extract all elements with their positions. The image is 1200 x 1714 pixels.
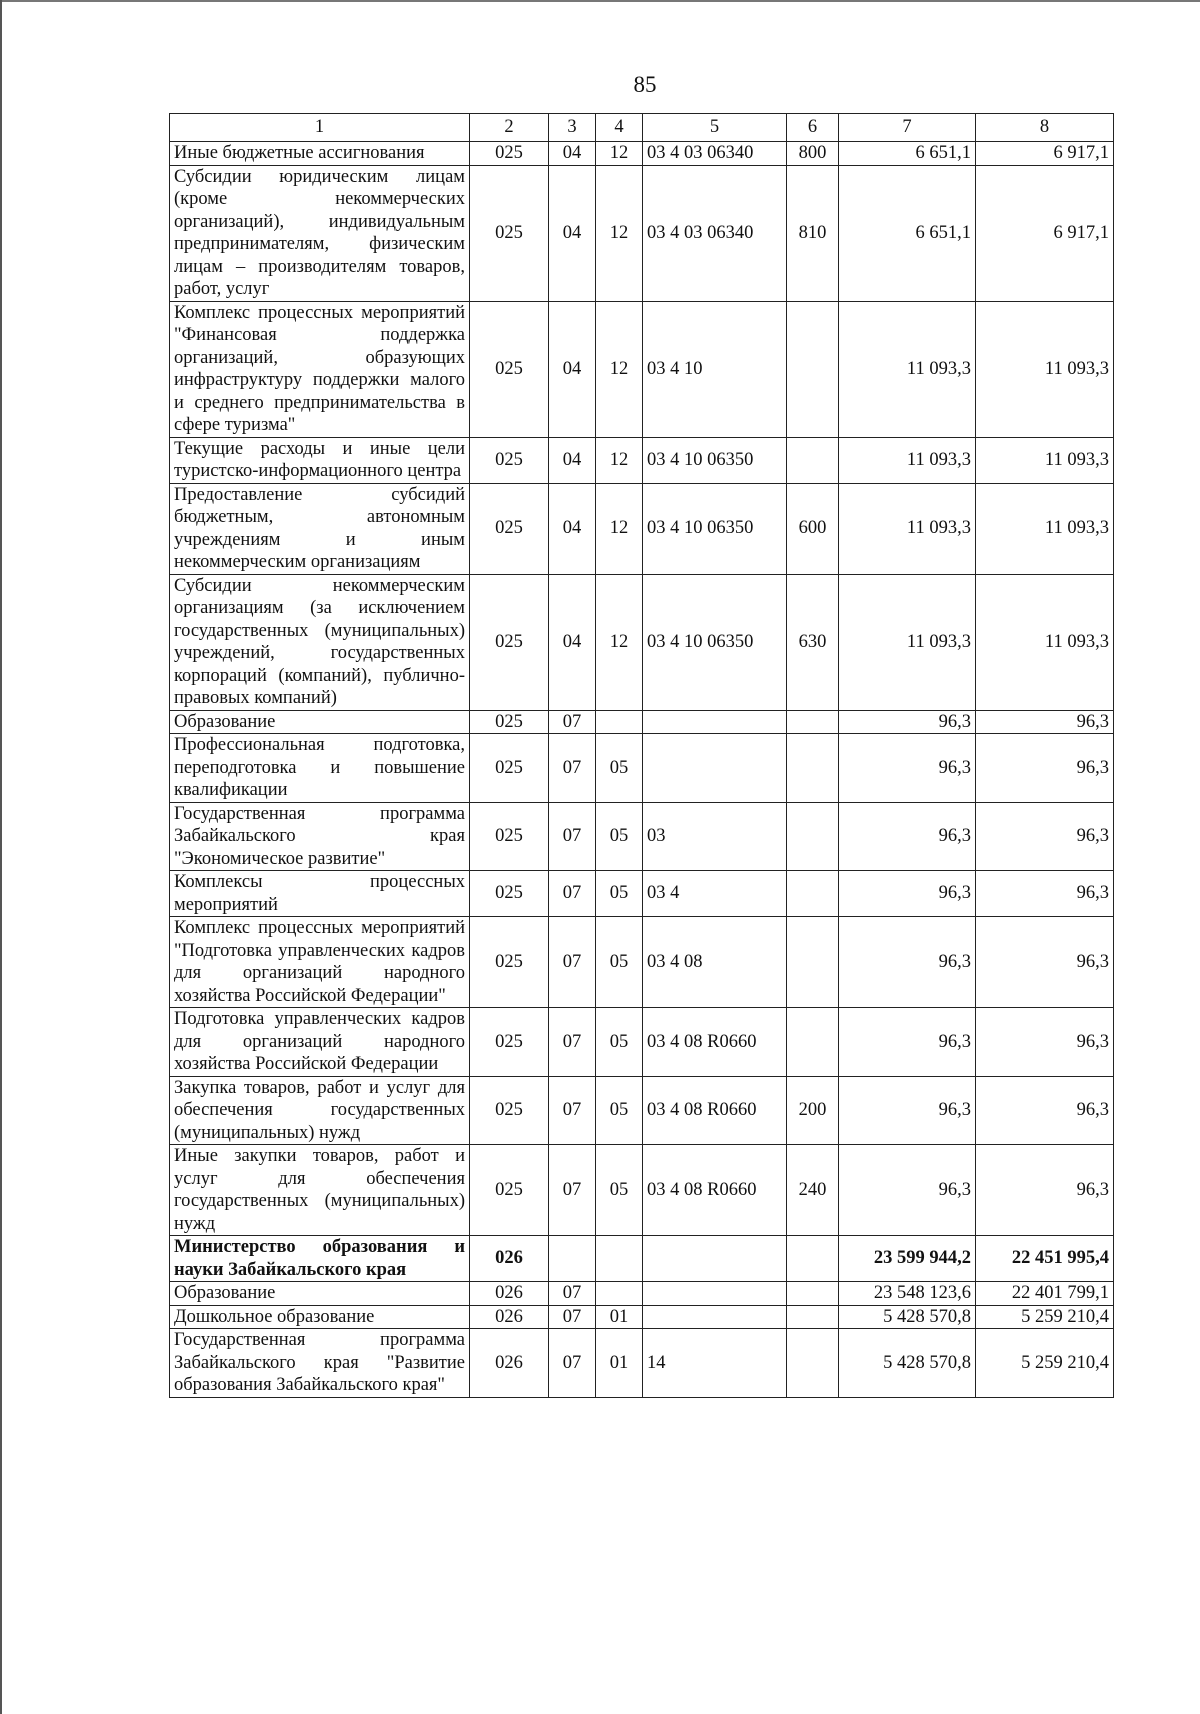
- section-code-cell: 07: [549, 710, 596, 734]
- row-name-cell: Министерство образования и науки Забайкальского края: [170, 1236, 470, 1282]
- amount-year2-cell: 11 093,3: [976, 574, 1114, 710]
- target-article-cell: 03 4 10: [643, 301, 787, 437]
- row-name-cell: Комплексы процессных мероприятий: [170, 871, 470, 917]
- amount-year2-cell: 11 093,3: [976, 437, 1114, 483]
- target-article-cell: [643, 1236, 787, 1282]
- table-row: [170, 1145, 1114, 1236]
- page-number: 85: [633, 72, 657, 97]
- admin-code-cell: 025: [470, 301, 549, 437]
- table-row: [170, 802, 1114, 871]
- amount-year2-cell: 22 451 995,4: [976, 1236, 1114, 1282]
- table-row: [170, 142, 1114, 166]
- target-article-cell: 03: [643, 802, 787, 871]
- admin-code-cell: 026: [470, 1282, 549, 1306]
- header-cell: 1: [170, 114, 470, 142]
- admin-code-cell: 025: [470, 802, 549, 871]
- header-cell: 3: [549, 114, 596, 142]
- amount-year1-cell: 96,3: [839, 710, 976, 734]
- table-row: [170, 917, 1114, 1008]
- section-code-cell: 04: [549, 301, 596, 437]
- subsection-code-cell: 12: [596, 142, 643, 166]
- target-article-cell: 03 4 10 06350: [643, 574, 787, 710]
- amount-year2-cell: 96,3: [976, 710, 1114, 734]
- section-code-cell: 07: [549, 1008, 596, 1077]
- section-code-cell: 07: [549, 1076, 596, 1145]
- admin-code-cell: 025: [470, 917, 549, 1008]
- expense-type-cell: [787, 734, 839, 803]
- amount-year1-cell: 11 093,3: [839, 301, 976, 437]
- admin-code-cell: 025: [470, 871, 549, 917]
- amount-year2-cell: 96,3: [976, 734, 1114, 803]
- section-code-cell: 07: [549, 802, 596, 871]
- row-name-cell: Субсидии юридическим лицам (кроме некоммерческих организаций), индивидуальным предпринимателям, физическим лицам – производителям товаров, работ, услуг: [170, 165, 470, 301]
- header-row: [170, 114, 1114, 142]
- amount-year1-cell: 11 093,3: [839, 574, 976, 710]
- amount-year2-cell: 22 401 799,1: [976, 1282, 1114, 1306]
- subsection-code-cell: 05: [596, 917, 643, 1008]
- row-name-cell: Иные закупки товаров, работ и услуг для обеспечения государственных (муниципальных) нужд: [170, 1145, 470, 1236]
- subsection-code-cell: 05: [596, 734, 643, 803]
- header-cell: 6: [787, 114, 839, 142]
- subsection-code-cell: 12: [596, 483, 643, 574]
- table-row: [170, 301, 1114, 437]
- row-name-cell: Профессиональная подготовка, переподготовка и повышение квалификации: [170, 734, 470, 803]
- target-article-cell: [643, 1305, 787, 1329]
- target-article-cell: 14: [643, 1329, 787, 1398]
- table-row: [170, 734, 1114, 803]
- amount-year2-cell: 5 259 210,4: [976, 1329, 1114, 1398]
- expense-type-cell: 200: [787, 1076, 839, 1145]
- table-row: [170, 1236, 1114, 1282]
- row-name-cell: Закупка товаров, работ и услуг для обеспечения государственных (муниципальных) нужд: [170, 1076, 470, 1145]
- section-code-cell: 04: [549, 574, 596, 710]
- row-name-cell: Комплекс процессных мероприятий "Финансовая поддержка организаций, образующих инфраструктуру поддержки малого и среднего предпринимательства в сфере туризма": [170, 301, 470, 437]
- subsection-code-cell: 05: [596, 871, 643, 917]
- amount-year1-cell: 11 093,3: [839, 483, 976, 574]
- target-article-cell: [643, 710, 787, 734]
- table-row: [170, 1008, 1114, 1077]
- scan-left-edge: [0, 0, 2, 1714]
- admin-code-cell: 025: [470, 1008, 549, 1077]
- section-code-cell: 07: [549, 1145, 596, 1236]
- target-article-cell: [643, 1282, 787, 1306]
- target-article-cell: 03 4 08 R0660: [643, 1008, 787, 1077]
- amount-year1-cell: 96,3: [839, 871, 976, 917]
- table-row: [170, 483, 1114, 574]
- admin-code-cell: 026: [470, 1305, 549, 1329]
- table-row: [170, 1329, 1114, 1398]
- subsection-code-cell: 12: [596, 301, 643, 437]
- header-cell: 2: [470, 114, 549, 142]
- expense-type-cell: [787, 301, 839, 437]
- section-code-cell: 04: [549, 165, 596, 301]
- amount-year2-cell: 96,3: [976, 871, 1114, 917]
- subsection-code-cell: 05: [596, 1145, 643, 1236]
- table-row: [170, 1076, 1114, 1145]
- target-article-cell: 03 4 08 R0660: [643, 1145, 787, 1236]
- header-cell: 8: [976, 114, 1114, 142]
- subsection-code-cell: 12: [596, 165, 643, 301]
- budget-table: [169, 113, 1114, 1398]
- section-code-cell: 04: [549, 483, 596, 574]
- expense-type-cell: 600: [787, 483, 839, 574]
- subsection-code-cell: [596, 710, 643, 734]
- expense-type-cell: 240: [787, 1145, 839, 1236]
- admin-code-cell: 026: [470, 1236, 549, 1282]
- amount-year1-cell: 6 651,1: [839, 165, 976, 301]
- amount-year1-cell: 96,3: [839, 802, 976, 871]
- target-article-cell: 03 4 08: [643, 917, 787, 1008]
- table-row: [170, 574, 1114, 710]
- admin-code-cell: 025: [470, 437, 549, 483]
- table-row: [170, 165, 1114, 301]
- admin-code-cell: 025: [470, 165, 549, 301]
- section-code-cell: 07: [549, 917, 596, 1008]
- section-code-cell: 07: [549, 1305, 596, 1329]
- amount-year1-cell: 96,3: [839, 917, 976, 1008]
- target-article-cell: 03 4: [643, 871, 787, 917]
- target-article-cell: 03 4 08 R0660: [643, 1076, 787, 1145]
- target-article-cell: 03 4 10 06350: [643, 437, 787, 483]
- expense-type-cell: 800: [787, 142, 839, 166]
- expense-type-cell: [787, 1305, 839, 1329]
- row-name-cell: Иные бюджетные ассигнования: [170, 142, 470, 166]
- header-cell: 7: [839, 114, 976, 142]
- amount-year2-cell: 96,3: [976, 917, 1114, 1008]
- expense-type-cell: [787, 917, 839, 1008]
- row-name-cell: Государственная программа Забайкальского края "Экономическое развитие": [170, 802, 470, 871]
- amount-year1-cell: 96,3: [839, 1076, 976, 1145]
- row-name-cell: Комплекс процессных мероприятий "Подготовка управленческих кадров для организаций народного хозяйства Российской Федерации": [170, 917, 470, 1008]
- amount-year2-cell: 6 917,1: [976, 165, 1114, 301]
- expense-type-cell: [787, 1236, 839, 1282]
- amount-year2-cell: 96,3: [976, 1008, 1114, 1077]
- amount-year2-cell: 11 093,3: [976, 301, 1114, 437]
- expense-type-cell: [787, 871, 839, 917]
- row-name-cell: Предоставление субсидий бюджетным, автономным учреждениям и иным некоммерческим организациям: [170, 483, 470, 574]
- expense-type-cell: [787, 1008, 839, 1077]
- amount-year1-cell: 96,3: [839, 1008, 976, 1077]
- subsection-code-cell: 12: [596, 574, 643, 710]
- table-row: [170, 871, 1114, 917]
- expense-type-cell: [787, 437, 839, 483]
- amount-year1-cell: 6 651,1: [839, 142, 976, 166]
- row-name-cell: Образование: [170, 1282, 470, 1306]
- header-cell: 4: [596, 114, 643, 142]
- table-row: [170, 1282, 1114, 1306]
- amount-year1-cell: 96,3: [839, 1145, 976, 1236]
- section-code-cell: 07: [549, 1282, 596, 1306]
- section-code-cell: 07: [549, 734, 596, 803]
- subsection-code-cell: 05: [596, 1076, 643, 1145]
- amount-year2-cell: 96,3: [976, 1145, 1114, 1236]
- section-code-cell: 04: [549, 142, 596, 166]
- subsection-code-cell: 05: [596, 1008, 643, 1077]
- row-name-cell: Дошкольное образование: [170, 1305, 470, 1329]
- row-name-cell: Государственная программа Забайкальского края "Развитие образования Забайкальского края": [170, 1329, 470, 1398]
- expense-type-cell: 630: [787, 574, 839, 710]
- subsection-code-cell: [596, 1236, 643, 1282]
- expense-type-cell: [787, 802, 839, 871]
- table-row: [170, 1305, 1114, 1329]
- admin-code-cell: 025: [470, 734, 549, 803]
- amount-year1-cell: 23 599 944,2: [839, 1236, 976, 1282]
- section-code-cell: 07: [549, 1329, 596, 1398]
- section-code-cell: 07: [549, 871, 596, 917]
- scan-top-edge: [0, 0, 1200, 2]
- section-code-cell: [549, 1236, 596, 1282]
- amount-year1-cell: 23 548 123,6: [839, 1282, 976, 1306]
- amount-year2-cell: 96,3: [976, 802, 1114, 871]
- admin-code-cell: 025: [470, 710, 549, 734]
- target-article-cell: [643, 734, 787, 803]
- row-name-cell: Подготовка управленческих кадров для организаций народного хозяйства Российской Федерации: [170, 1008, 470, 1077]
- section-code-cell: 04: [549, 437, 596, 483]
- expense-type-cell: [787, 1282, 839, 1306]
- target-article-cell: 03 4 10 06350: [643, 483, 787, 574]
- subsection-code-cell: 01: [596, 1329, 643, 1398]
- amount-year2-cell: 11 093,3: [976, 483, 1114, 574]
- subsection-code-cell: 12: [596, 437, 643, 483]
- header-cell: 5: [643, 114, 787, 142]
- expense-type-cell: 810: [787, 165, 839, 301]
- subsection-code-cell: 01: [596, 1305, 643, 1329]
- amount-year1-cell: 96,3: [839, 734, 976, 803]
- admin-code-cell: 025: [470, 142, 549, 166]
- admin-code-cell: 025: [470, 1145, 549, 1236]
- table-row: [170, 710, 1114, 734]
- subsection-code-cell: 05: [596, 802, 643, 871]
- amount-year1-cell: 11 093,3: [839, 437, 976, 483]
- admin-code-cell: 025: [470, 483, 549, 574]
- row-name-cell: Текущие расходы и иные цели туристско-информационного центра: [170, 437, 470, 483]
- row-name-cell: Субсидии некоммерческим организациям (за исключением государственных (муниципальных) учреждений, государственных корпораций (компаний), публично-правовых компаний): [170, 574, 470, 710]
- table-row: [170, 437, 1114, 483]
- target-article-cell: 03 4 03 06340: [643, 142, 787, 166]
- amount-year1-cell: 5 428 570,8: [839, 1329, 976, 1398]
- target-article-cell: 03 4 03 06340: [643, 165, 787, 301]
- row-name-cell: Образование: [170, 710, 470, 734]
- admin-code-cell: 025: [470, 574, 549, 710]
- admin-code-cell: 026: [470, 1329, 549, 1398]
- amount-year2-cell: 96,3: [976, 1076, 1114, 1145]
- expense-type-cell: [787, 1329, 839, 1398]
- subsection-code-cell: [596, 1282, 643, 1306]
- admin-code-cell: 025: [470, 1076, 549, 1145]
- amount-year2-cell: 5 259 210,4: [976, 1305, 1114, 1329]
- expense-type-cell: [787, 710, 839, 734]
- amount-year1-cell: 5 428 570,8: [839, 1305, 976, 1329]
- amount-year2-cell: 6 917,1: [976, 142, 1114, 166]
